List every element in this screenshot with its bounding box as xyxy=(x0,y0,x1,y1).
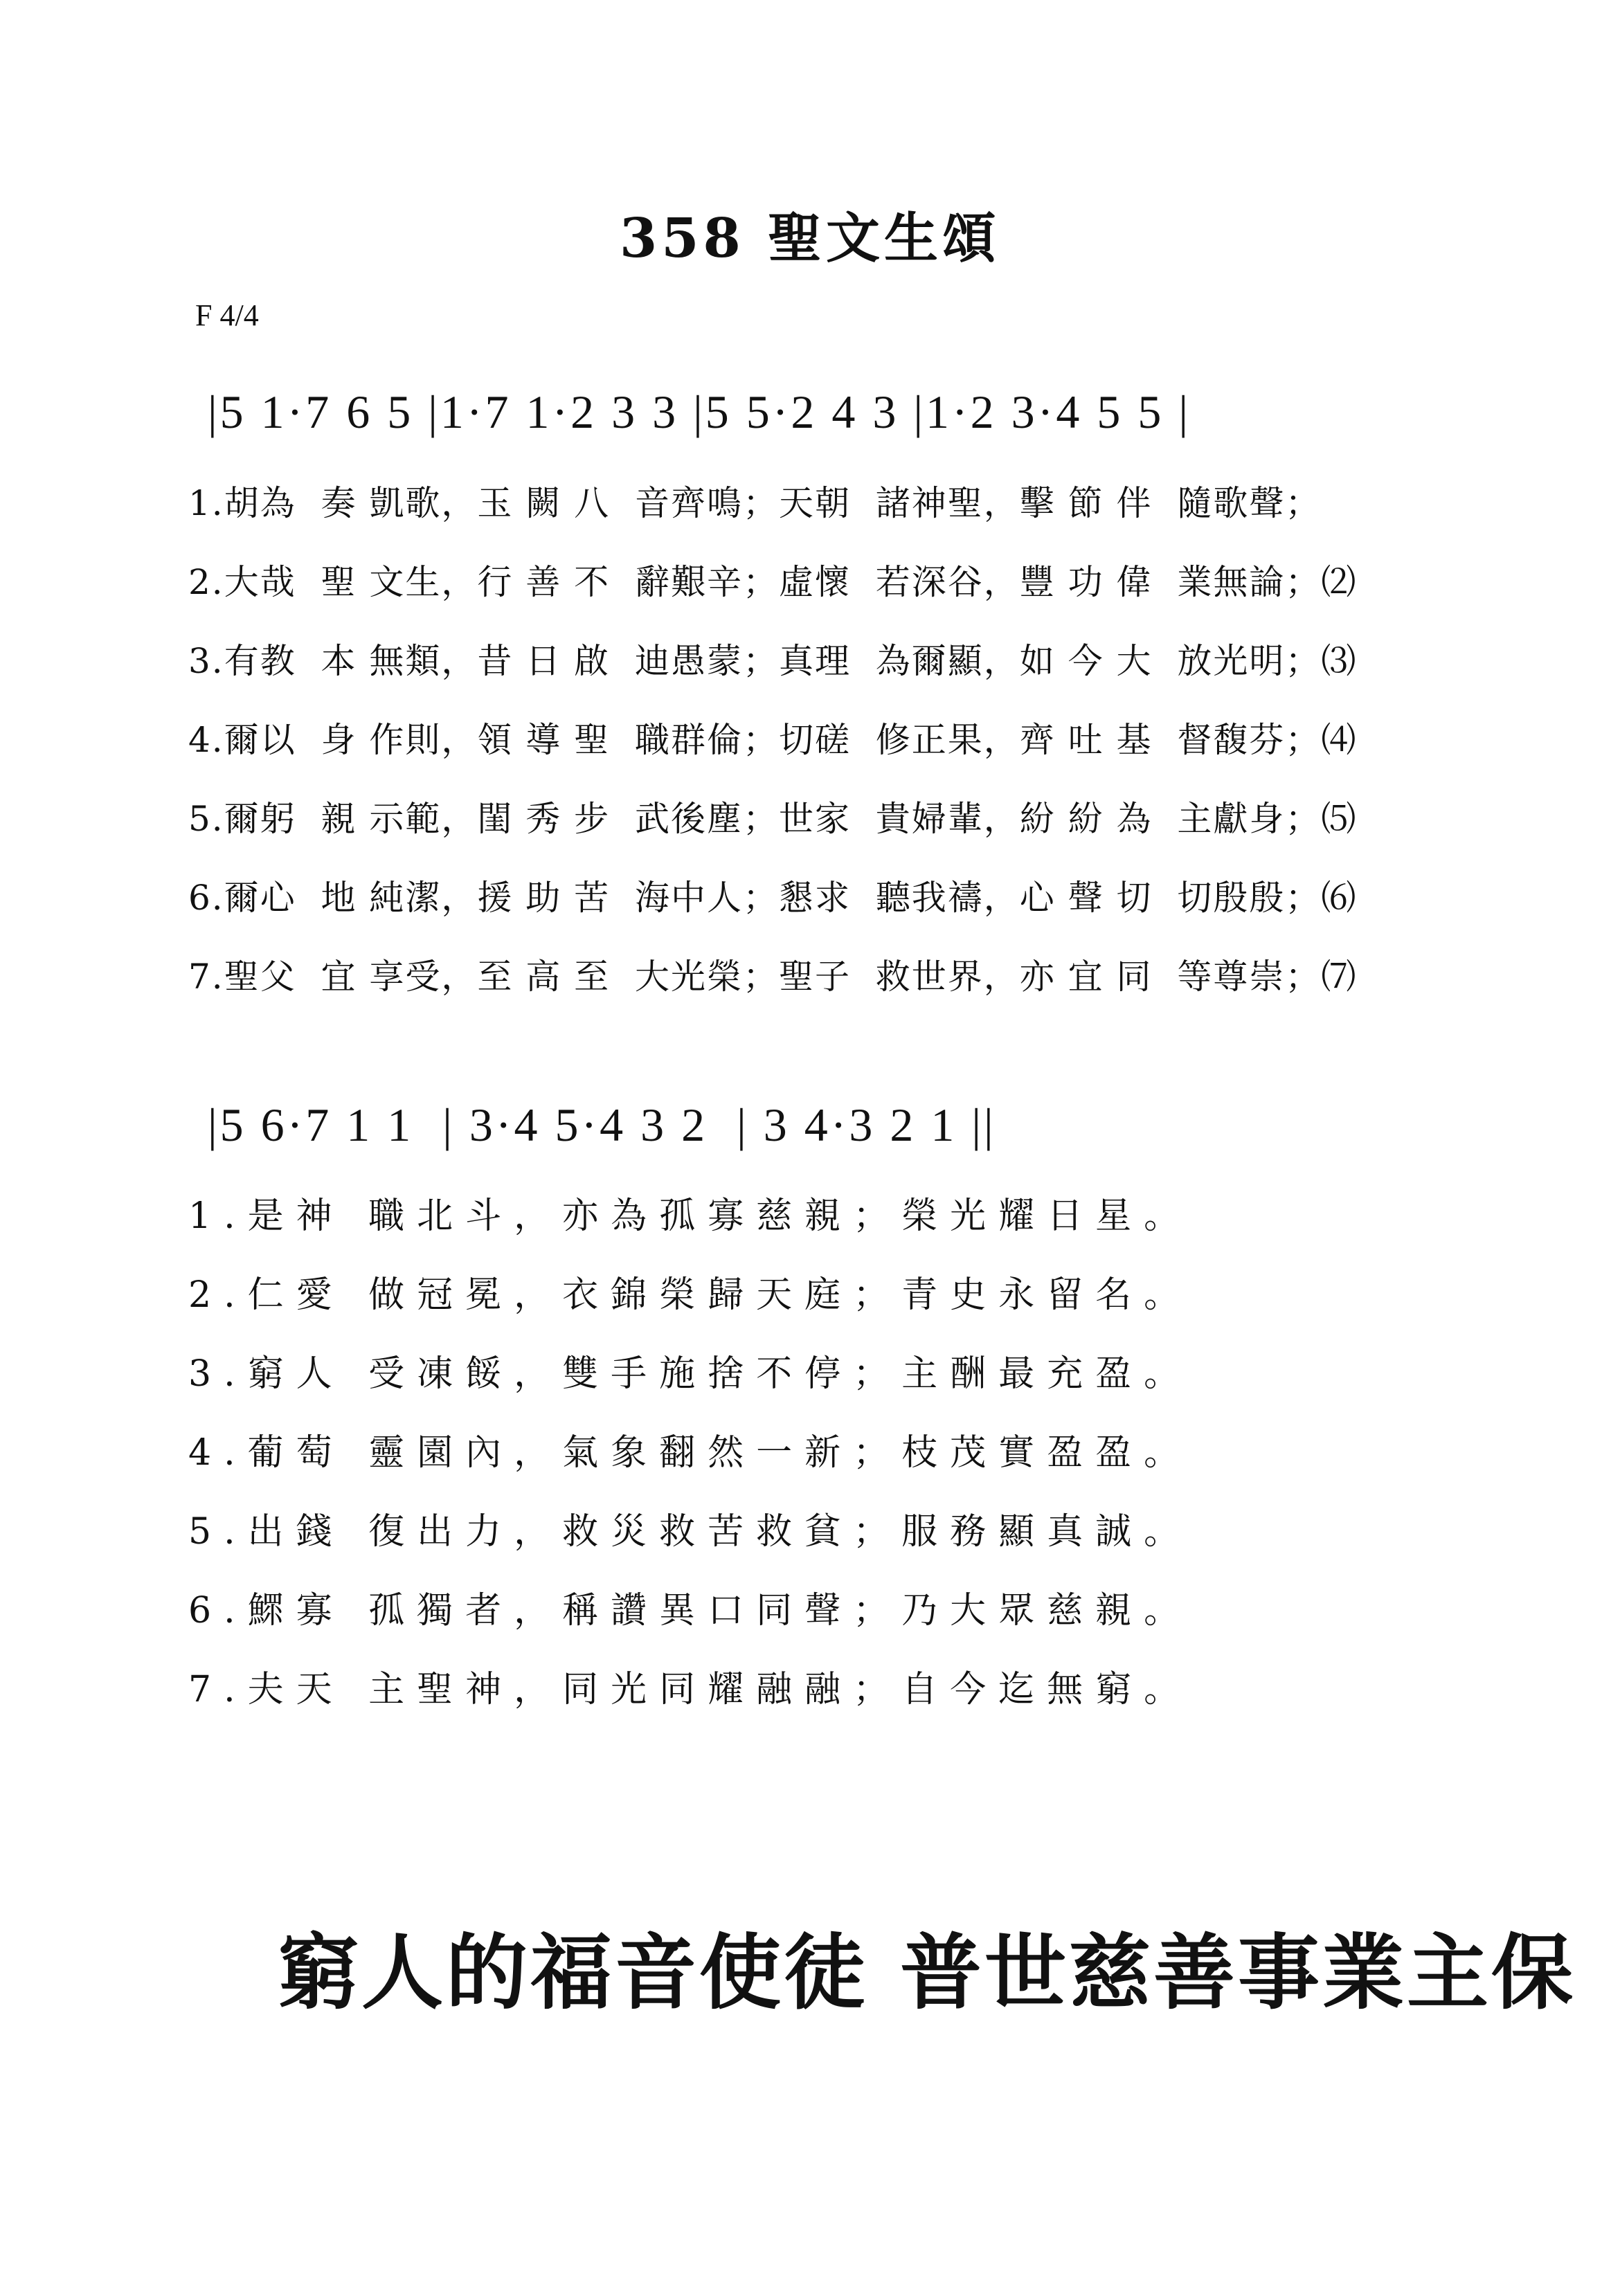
lyric-line: 3.窮人 受凍餒，雙手施捨不停；主酬最充盈。 xyxy=(188,1353,1193,1395)
lyric-line: 1.胡為 奏 凱歌，玉 闕 八 音齊鳴；天朝 諸神聖，擊 節 伴 隨歌聲； xyxy=(188,483,1322,523)
slogan-right: 普世慈善事業主保 xyxy=(900,1925,1576,2021)
key-signature: F 4/4 xyxy=(195,298,259,332)
lyric-line: 6.爾心 地 純潔，援 助 苦 海中人；懇求 聽我禱，心 聲 切 切殷殷；⑹ xyxy=(188,878,1358,918)
lyric-line: 7.夫天 主聖神，同光同耀融融；自今迄無窮。 xyxy=(188,1669,1193,1710)
slogans xyxy=(0,1910,1620,2035)
lyric-line: 5.出錢 復出力，救災救苦救貧；服務顯真誠。 xyxy=(188,1511,1193,1553)
lyric-line: 4.爾以 身 作則，領 導 聖 職群倫；切磋 修正果，齊 吐 基 督馥芬；⑷ xyxy=(188,720,1358,760)
lyrics-block-1 xyxy=(188,464,1545,1016)
lyric-line: 2.大哉 聖 文生，行 善 不 辭艱辛；虛懷 若深谷，豐 功 偉 業無論；⑵ xyxy=(188,562,1358,602)
slogan-left: 窮人的福音使徒 xyxy=(277,1925,869,2021)
lyric-line: 2.仁愛 做冠冕，衣錦榮歸天庭；青史永留名。 xyxy=(188,1274,1193,1316)
lyric-line: 5.爾躬 親 示範，閨 秀 步 武後塵；世家 貴婦輩，紛 紛 為 主獻身；⑸ xyxy=(188,799,1358,839)
notation-line-2: |5 6·7 1 1 | 3·4 5·4 3 2 | 3 4·3 2 1 || xyxy=(208,1099,996,1151)
notation-line-1: |5 1·7 6 5 |1·7 1·2 3 3 |5 5·2 4 3 |1·2 3·4 5 5 | xyxy=(208,386,1191,438)
lyric-line: 6.鰥寡 孤獨者，稱讚異口同聲；乃大眾慈親。 xyxy=(188,1590,1193,1631)
lyric-line: 1.是神 職北斗，亦為孤寡慈親；榮光耀日星。 xyxy=(188,1195,1193,1237)
hymn-title: 358 聖文生頌 xyxy=(620,207,1000,270)
lyric-line: 4.葡萄 靈園內，氣象翻然一新；枝茂實盈盈。 xyxy=(188,1432,1193,1474)
lyric-line: 3.有教 本 無類，昔 日 啟 迪愚蒙；真理 為爾顯，如 今 大 放光明；⑶ xyxy=(188,641,1358,681)
lyrics-block-2 xyxy=(188,1177,1545,1729)
lyric-line: 7.聖父 宜 享受，至 高 至 大光榮；聖子 救世界，亦 宜 同 等尊崇；⑺ xyxy=(188,957,1358,997)
